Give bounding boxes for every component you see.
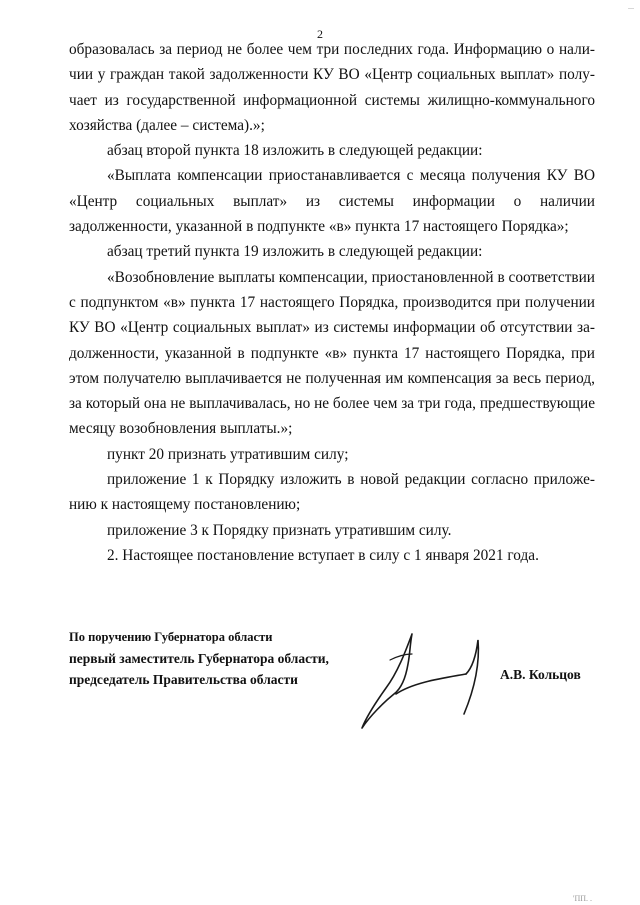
paragraph-continuation: образовалась за период не более чем три последних года. Информацию о наличии у граждан такой задолженности КУ ВО «Центр социальных выплат» получает из государственной информационной системы жилищно-коммунального хозяйства (далее – система).»; [69, 41, 595, 134]
paragraph-point-20: пункт 20 признать утратившим силу; [107, 445, 349, 463]
corner-mark-bottom: 'ПП. . [573, 894, 592, 903]
paragraph-effective-date: 2. Настоящее постановление вступает в силу с 1 января 2021 года. [107, 546, 539, 564]
document-body [69, 37, 595, 568]
paragraph-quote-18: «Выплата компенсации приостанавливается с месяца получения КУ ВО «Центр социальных выплат» из системы информации о наличии задолженности, указанной в подпункте «в» пункта 17 настоящего Порядка»; [69, 167, 595, 236]
handwritten-signature [340, 620, 510, 730]
signature-block [69, 627, 329, 690]
signatory-title: первый заместитель Губернатора области, [69, 651, 329, 666]
signatory-title-2: председатель Правительства области [69, 672, 298, 687]
page-number: 2 [317, 27, 323, 41]
paragraph-appendix-1: приложение 1 к Порядку изложить в новой редакции согласно приложению к настоящему постановлению; [69, 471, 595, 514]
signer-name: А.В. Кольцов [500, 667, 581, 682]
paragraph-amend-19: абзац третий пункта 19 изложить в следующей редакции: [107, 243, 483, 261]
signatory-authority: По поручению Губернатора области [69, 630, 273, 644]
paragraph-amend-18: абзац второй пункта 18 изложить в следующей редакции: [107, 142, 483, 160]
paragraph-appendix-3: приложение 3 к Порядку признать утратившим силу. [107, 521, 452, 539]
paragraph-quote-19: «Возобновление выплаты компенсации, приостановленной в соответствии с подпунктом «в» пункта 17 настоящего Порядка, производится при получении КУ ВО «Центр социальных выплат» из системы информации об отсутствии задолженности, указанной в подпункте «в» пункта 17 настоящего Порядка, при этом получателю выплачивается не полученная им компенсация за весь период, за который она не выплачивалась, но не более чем за три года, предшествующие месяцу возобновления выплаты.»; [69, 268, 595, 438]
corner-mark-top: ... [628, 2, 634, 11]
